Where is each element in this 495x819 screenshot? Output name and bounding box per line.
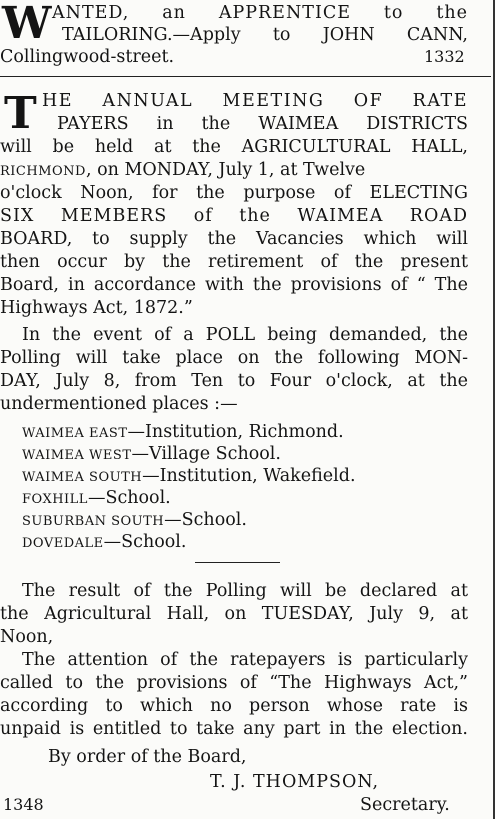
poll-line-3: DAY, July 8, from Ten to Four o'clock, at the — [0, 371, 468, 391]
meeting-intro-line-9: Board, in accordance with the provisions of “ The — [0, 275, 468, 295]
meeting-intro-line-5: o'clock Noon, for the purpose of ELECTING — [0, 183, 468, 203]
wanted-dropcap: W — [2, 0, 52, 49]
meeting-intro-line-7: BOARD, to supply the Vacancies which will — [0, 229, 468, 249]
result-line-3: Noon, — [0, 627, 54, 647]
meeting-intro-line-6: SIX MEMBERS of the WAIMEA ROAD — [0, 206, 468, 226]
polling-place-name: FOXHILL — [22, 492, 88, 507]
meeting-intro-line-1: HE ANNUAL MEETING OF RATE — [42, 91, 468, 111]
polling-place-location: —School. — [103, 532, 187, 552]
polling-place-name: WAIMEA EAST — [22, 426, 128, 441]
attention-line-1: The attention of the ratepayers is particularly — [22, 650, 468, 670]
section-divider — [195, 562, 280, 563]
polling-place-item — [22, 509, 247, 533]
polling-place-name: WAIMEA SOUTH — [22, 470, 143, 485]
meeting-intro-line-3: will be held at the AGRICULTURAL HALL, — [0, 137, 468, 157]
secretary-title: Secretary. — [360, 795, 450, 815]
attention-line-3: according to which no person whose rate is — [0, 696, 468, 716]
attention-line-4: unpaid is entitled to take any part in the election. — [0, 719, 468, 739]
result-line-2: the Agricultural Hall, on TUESDAY, July 9, at — [0, 604, 468, 624]
polling-place-item — [22, 443, 281, 467]
result-line-1: The result of the Polling will be declared at — [22, 581, 468, 601]
richmond-rest: , on MONDAY, July 1, at Twelve — [85, 160, 366, 180]
polling-place-name: DOVEDALE — [22, 536, 104, 551]
signatory-name: T. J. THOMPSON, — [210, 772, 380, 792]
meeting-intro-line-2: PAYERS in the WAIMEA DISTRICTS — [57, 114, 468, 134]
meeting-reference-number: 1348 — [3, 795, 44, 814]
polling-place-item — [22, 465, 356, 489]
poll-line-1: In the event of a POLL being demanded, the — [22, 325, 468, 345]
polling-place-item — [22, 487, 171, 511]
polling-place-location: —Institution, Wakefield. — [142, 466, 356, 486]
wanted-line-2: TAILORING.—Apply to JOHN CANN, — [62, 25, 468, 45]
attention-line-2: called to the provisions of “The Highways Act,” — [0, 673, 468, 693]
meeting-intro-line-10: Highways Act, 1872.” — [0, 298, 193, 318]
wanted-line-3: Collingwood-street. — [0, 47, 175, 67]
polling-place-location: —Institution, Richmond. — [127, 422, 344, 442]
poll-line-4: undermentioned places :— — [0, 394, 238, 414]
polling-place-name: WAIMEA WEST — [22, 448, 132, 463]
order-line: By order of the Board, — [48, 747, 247, 767]
polling-place-item — [22, 531, 186, 555]
meeting-intro-line-4 — [0, 159, 468, 183]
polling-place-location: —Village School. — [131, 444, 281, 464]
poll-line-2: Polling will take place on the following MON- — [0, 348, 468, 368]
polling-place-location: —School. — [87, 488, 171, 508]
richmond-smallcaps: RICHMOND — [0, 164, 86, 179]
meeting-intro-line-8: then occur by the retirement of the present — [0, 252, 468, 272]
wanted-reference-number: 1332 — [424, 47, 465, 66]
wanted-line-1: ANTED, an APPRENTICE to the — [52, 3, 468, 23]
polling-place-name: SUBURBAN SOUTH — [22, 514, 165, 529]
polling-place-location: —School. — [164, 510, 247, 530]
meeting-dropcap: T — [4, 88, 37, 139]
polling-place-item — [22, 421, 344, 445]
